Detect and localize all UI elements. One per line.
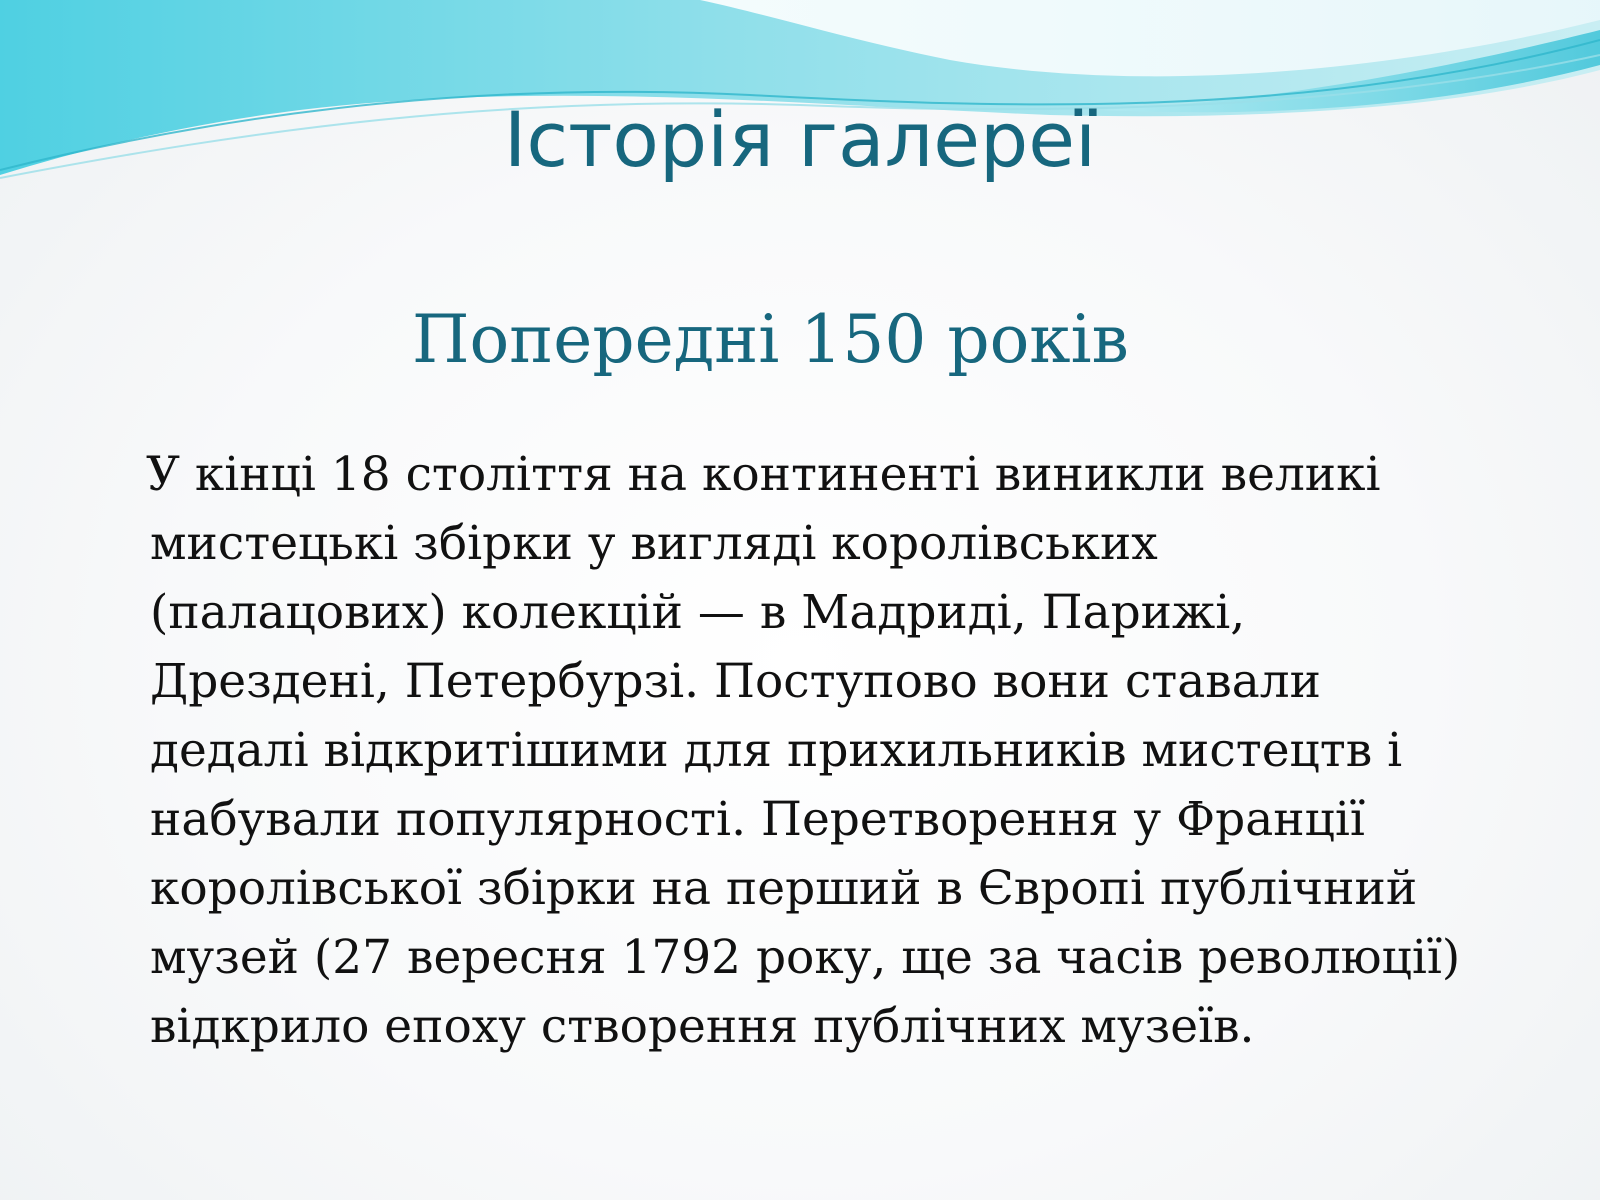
slide-title: Історія галереї (503, 95, 1097, 184)
body-line: (палацових) колекцій — в Мадриді, Парижі, (150, 585, 1246, 640)
body-line: музей (27 вересня 1792 року, ще за часів революції) (150, 930, 1461, 985)
slide-subtitle: Попередні 150 років (412, 301, 1129, 378)
body-line: набували популярності. Перетворення у Франції (150, 792, 1365, 847)
body-line: королівської збірки на перший в Європі публічний (150, 861, 1418, 916)
body-line: мистецькі збірки у вигляді королівських (150, 516, 1158, 571)
body-line: відкрило епоху створення публічних музеїв. (150, 999, 1255, 1054)
body-line: дедалі відкритішими для прихильників мистецтв і (150, 723, 1403, 778)
body-paragraph (146, 440, 1490, 1061)
body-line: Дрездені, Петербурзі. Поступово вони ставали (150, 654, 1321, 709)
body-line: У кінці 18 століття на континенті виникли великі (146, 447, 1381, 502)
